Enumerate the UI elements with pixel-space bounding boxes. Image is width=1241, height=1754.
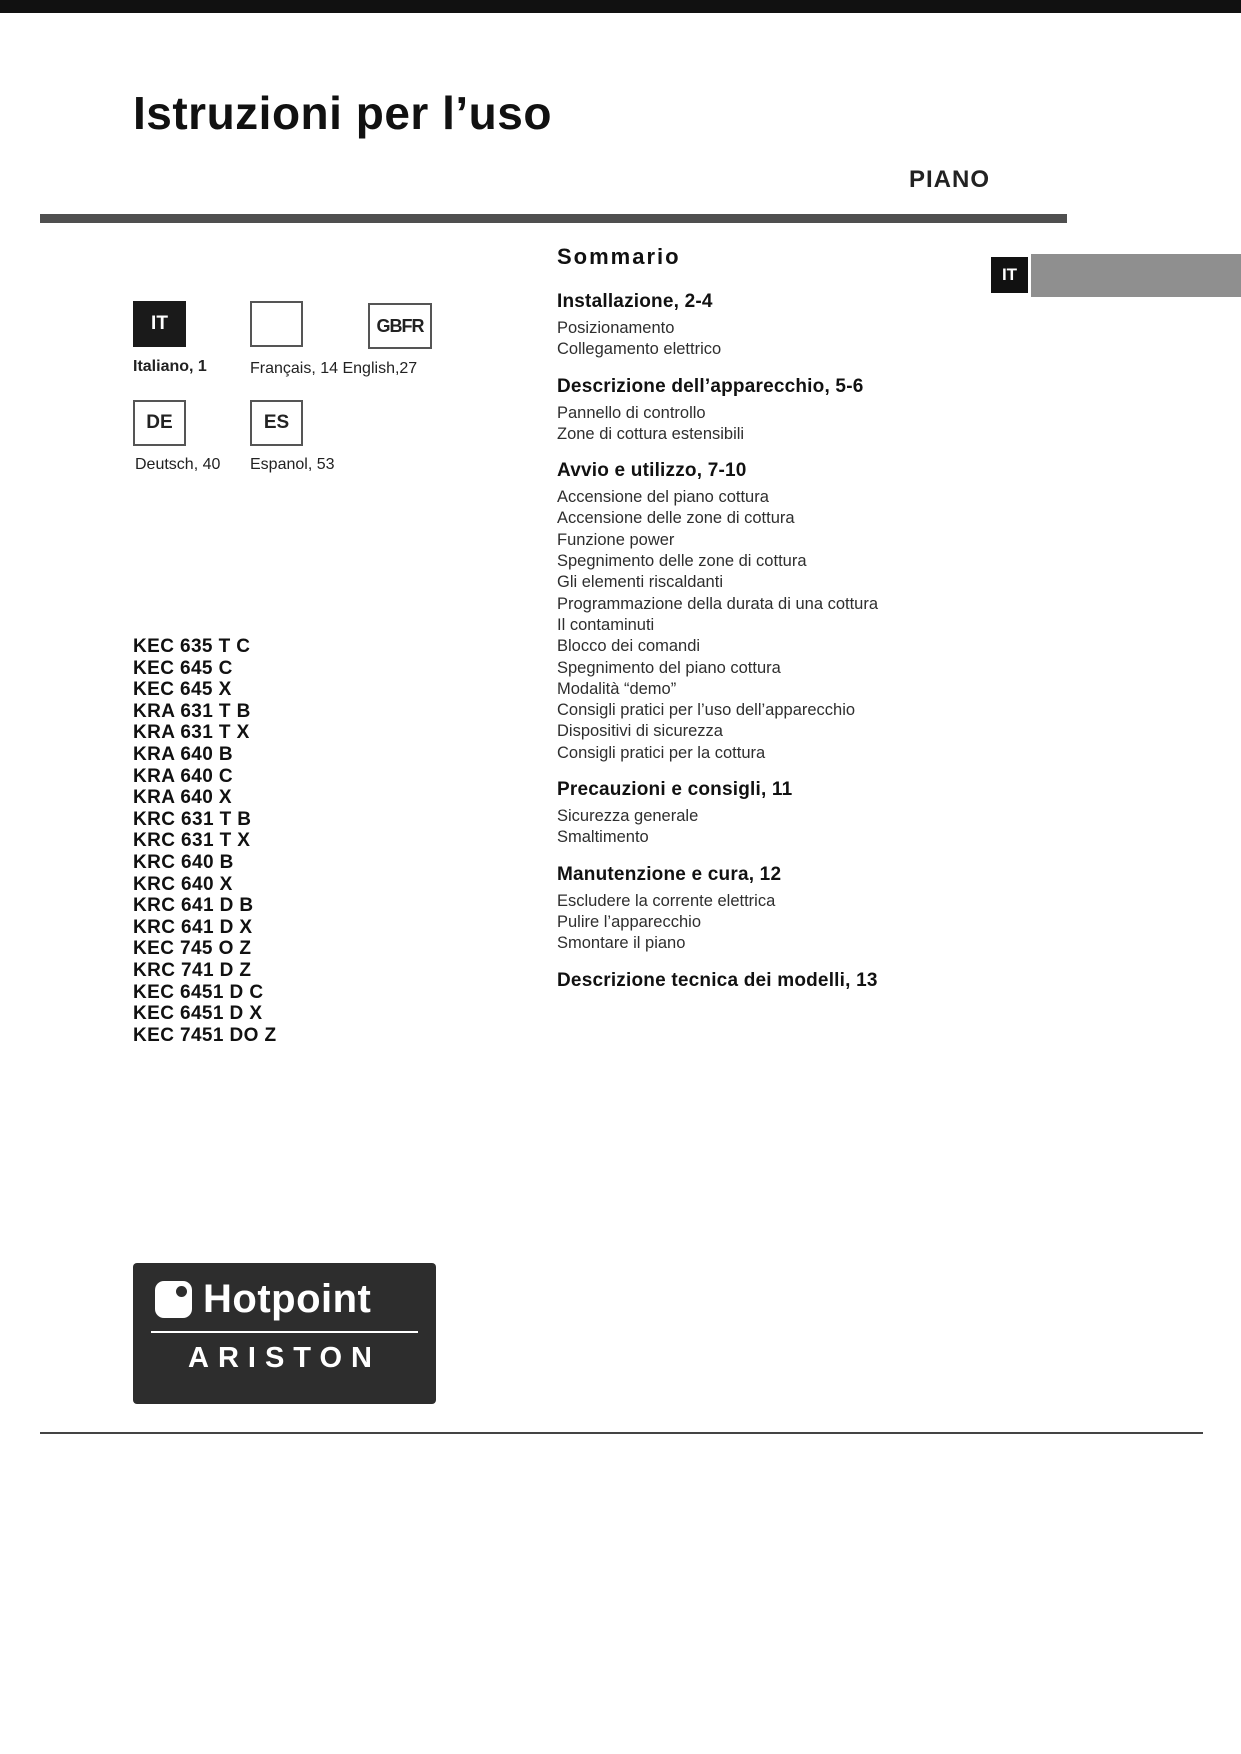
model-number: KRC 641 D B	[133, 895, 254, 917]
toc-section-title: Avvio e utilizzo, 7-10	[557, 460, 747, 482]
toc-section-title: Descrizione dell’apparecchio, 5-6	[557, 375, 864, 397]
model-number: KRC 640 B	[133, 851, 234, 873]
toc-item-list	[557, 806, 997, 849]
toc-section-descrizione-tecnica	[557, 970, 997, 992]
model-number: KRA 640 X	[133, 787, 232, 809]
model-number: KRA 631 T B	[133, 700, 251, 722]
model-list	[133, 636, 277, 1046]
toc-section-descrizione-apparecchio	[557, 376, 997, 446]
language-label-es: Espanol, 53	[250, 456, 335, 473]
toc-item: Zone di cottura estensibili	[557, 424, 745, 443]
toc-item: Smontare il piano	[557, 934, 686, 953]
toc-item: Escludere la corrente elettrica	[557, 891, 776, 910]
model-number: KRA 640 C	[133, 765, 234, 787]
toc-item: Spegnimento delle zone di cottura	[557, 552, 807, 571]
language-badge: IT	[991, 257, 1028, 293]
toc-section-installazione	[557, 291, 997, 361]
toc-item: Pannello di controllo	[557, 403, 706, 422]
toc-item: Smaltimento	[557, 828, 649, 847]
toc-item-list	[557, 487, 997, 764]
model-number: KEC 635 T C	[133, 636, 251, 657]
toc-item: Posizionamento	[557, 319, 675, 337]
header-divider-bar	[40, 214, 1067, 223]
toc-item: Spegnimento del piano cottura	[557, 658, 781, 677]
logo-divider-line	[151, 1331, 418, 1333]
toc-section-title: Descrizione tecnica dei modelli, 13	[557, 969, 878, 991]
model-number: KRC 631 T B	[133, 808, 252, 830]
toc-section-title: Installazione, 2-4	[557, 291, 713, 312]
toc-heading: Sommario	[557, 244, 681, 269]
logo-top-row	[133, 1263, 436, 1322]
toc-item: Blocco dei comandi	[557, 637, 701, 656]
toc-section-manutenzione	[557, 864, 997, 955]
model-number: KRC 741 D Z	[133, 959, 252, 981]
hotpoint-ariston-logo	[133, 1263, 436, 1404]
toc-item-list	[557, 403, 997, 446]
toc-item: Il contaminuti	[557, 615, 655, 634]
toc-section-title: Precauzioni e consigli, 11	[557, 779, 793, 801]
model-number: KEC 745 O Z	[133, 938, 252, 960]
toc-section-title: Manutenzione e cura, 12	[557, 863, 782, 885]
table-of-contents	[557, 244, 997, 997]
toc-section-avvio-utilizzo	[557, 460, 997, 764]
top-border-bar	[0, 0, 1241, 13]
toc-item: Funzione power	[557, 530, 675, 549]
language-box-fr	[250, 301, 303, 347]
model-number: KEC 7451 DO Z	[133, 1024, 277, 1046]
model-number: KRC 631 T X	[133, 830, 251, 852]
language-badge-side-bar	[1031, 254, 1241, 297]
model-number: KRA 640 B	[133, 743, 234, 765]
language-box-es: ES	[250, 400, 303, 446]
sub-brand-name: ARISTON	[188, 1342, 381, 1374]
model-number: KEC 6451 D X	[133, 1003, 263, 1025]
toc-item: Accensione delle zone di cottura	[557, 509, 795, 528]
language-box-gb-fr: GBFR	[368, 303, 432, 349]
toc-item: Accensione del piano cottura	[557, 488, 769, 507]
toc-item-list	[557, 318, 997, 361]
language-box-it: IT	[133, 301, 186, 347]
toc-item: Modalità “demo”	[557, 679, 677, 698]
toc-item: Pulire l’apparecchio	[557, 912, 701, 931]
toc-item-list	[557, 891, 997, 955]
language-box-de: DE	[133, 400, 186, 446]
hotpoint-appliance-icon	[155, 1281, 192, 1318]
toc-item: Dispositivi di sicurezza	[557, 722, 723, 741]
toc-item: Programmazione della durata di una cottura	[557, 594, 879, 613]
toc-section-precauzioni	[557, 779, 997, 849]
language-label-de: Deutsch, 40	[135, 456, 221, 473]
model-number: KRC 640 X	[133, 873, 233, 895]
model-number: KRA 631 T X	[133, 722, 250, 744]
product-type-label: PIANO	[908, 166, 990, 193]
model-number: KRC 641 D X	[133, 916, 253, 938]
language-label-fr-gb: Français, 14 English,27	[250, 360, 418, 377]
toc-item: Consigli pratici per la cottura	[557, 743, 766, 762]
model-number: KEC 645 X	[133, 679, 232, 701]
bottom-rule	[40, 1432, 1203, 1434]
toc-item: Consigli pratici per l’uso dell’apparecchio	[557, 701, 856, 720]
page-title: Istruzioni per l’uso	[133, 87, 552, 139]
model-number: KEC 645 C	[133, 657, 233, 679]
language-label-it: Italiano, 1	[133, 358, 207, 375]
brand-name: Hotpoint	[203, 1277, 372, 1321]
toc-item: Gli elementi riscaldanti	[557, 573, 723, 592]
model-number: KEC 6451 D C	[133, 981, 264, 1003]
toc-item: Sicurezza generale	[557, 807, 699, 826]
toc-item: Collegamento elettrico	[557, 340, 722, 359]
